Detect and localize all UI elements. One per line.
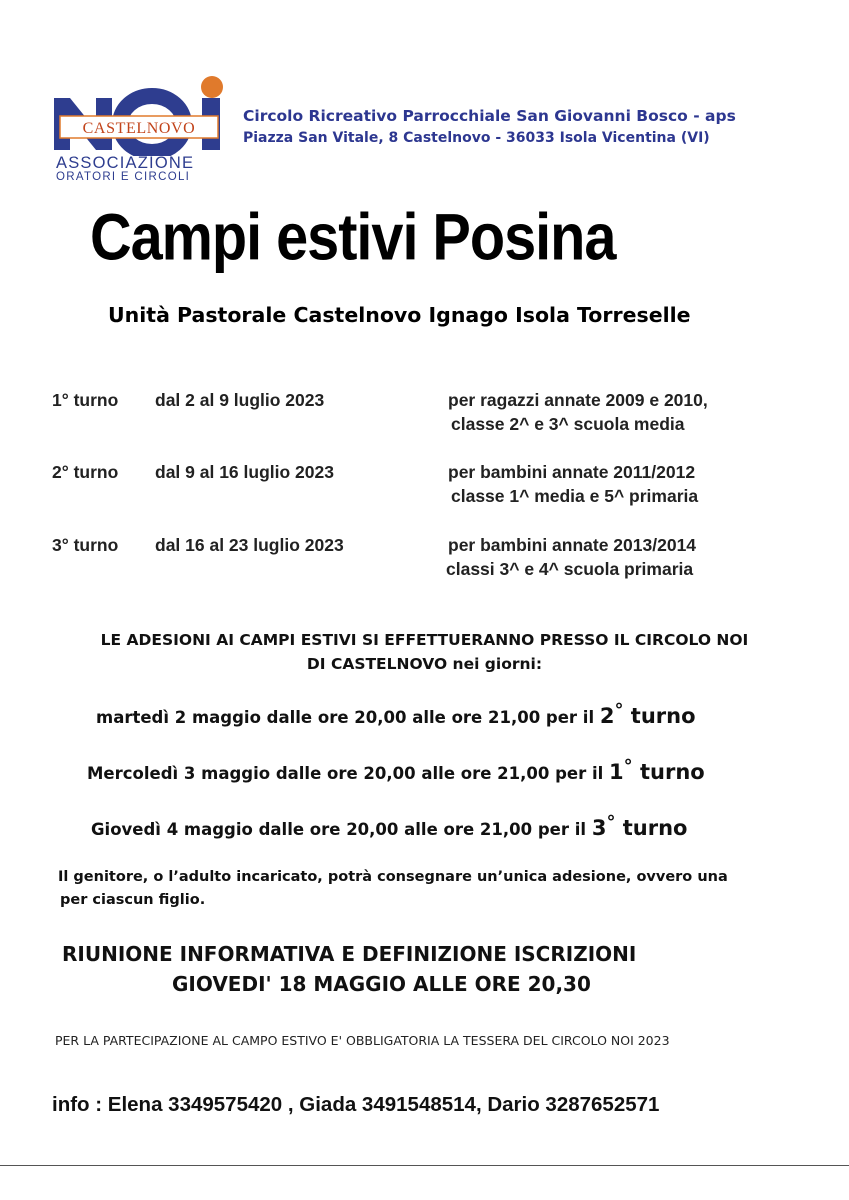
turno-dates: dal 9 al 16 luglio 2023	[155, 462, 334, 482]
riunione-line1: RIUNIONE INFORMATIVA E DEFINIZIONE ISCRIZIONI	[62, 942, 637, 966]
logo-i-dot	[201, 76, 223, 98]
turno-label: 3° turno	[52, 535, 119, 555]
note-line2: per ciascun figlio.	[60, 892, 206, 908]
logo-oratori: ORATORI E CIRCOLI	[56, 171, 191, 183]
page-title: Campi estivi Posina	[90, 199, 616, 274]
noi-logo	[52, 76, 232, 186]
schedule-row	[87, 756, 705, 784]
org-name: Circolo Ricreativo Parrocchiale San Giovanni Bosco - aps	[243, 107, 736, 125]
schedule-row	[96, 700, 696, 728]
note	[58, 866, 728, 912]
page-subtitle: Unità Pastorale Castelnovo Ignago Isola Torreselle	[108, 303, 691, 327]
schedule-turno-word: turno	[623, 704, 696, 728]
adesioni-line1: LE ADESIONI AI CAMPI ESTIVI SI EFFETTUERANNO PRESSO IL CIRCOLO NOI	[100, 631, 749, 649]
turno-label: 2° turno	[52, 462, 119, 482]
contact-info: info : Elena 3349575420 , Giada 3491548514, Dario 3287652571	[52, 1093, 660, 1116]
schedule-text: Giovedì 4 maggio dalle ore 20,00 alle ore 21,00 per il	[91, 820, 592, 839]
schedule-turno-number: 1	[609, 760, 624, 784]
turno-info-line1: per ragazzi annate 2009 e 2010,	[448, 390, 708, 410]
turno-info-line2: classe 2^ e 3^ scuola media	[451, 414, 685, 434]
turno-info-line2: classi 3^ e 4^ scuola primaria	[446, 559, 694, 579]
riunione-line2: GIOVEDI' 18 MAGGIO ALLE ORE 20,30	[172, 972, 591, 996]
turno-info-line1: per bambini annate 2013/2014	[448, 535, 697, 555]
adesioni-line2: DI CASTELNOVO nei giorni:	[306, 655, 543, 673]
note-line1: Il genitore, o l’adulto incaricato, potrà consegnare un’unica adesione, ovvero una	[58, 869, 728, 885]
schedule-degree: °	[614, 700, 624, 721]
schedule-turno-word: turno	[632, 760, 705, 784]
turno-dates: dal 2 al 9 luglio 2023	[155, 390, 325, 410]
schedule-text: martedì 2 maggio dalle ore 20,00 alle ore 21,00 per il	[96, 708, 600, 727]
schedule-degree: °	[606, 812, 616, 833]
schedule-row	[91, 812, 688, 840]
noi-letters-graphic	[52, 76, 232, 156]
tessera-notice: PER LA PARTECIPAZIONE AL CAMPO ESTIVO E' OBBLIGATORIA LA TESSERA DEL CIRCOLO NOI 2023	[55, 1033, 670, 1048]
schedule-degree: °	[623, 756, 633, 777]
turno-dates: dal 16 al 23 luglio 2023	[155, 535, 344, 555]
schedule-text: Mercoledì 3 maggio dalle ore 20,00 alle ore 21,00 per il	[87, 764, 610, 783]
turno-info-line1: per bambini annate 2011/2012	[448, 462, 696, 482]
bottom-divider	[0, 1165, 849, 1166]
logo-town: CASTELNOVO	[82, 120, 196, 137]
turno-info-line2: classe 1^ media e 5^ primaria	[451, 486, 699, 506]
schedule-turno-number: 3	[591, 816, 607, 840]
schedule-turno-number: 2	[599, 704, 615, 728]
turno-label: 1° turno	[52, 390, 119, 410]
logo-association: ASSOCIAZIONE	[56, 154, 195, 172]
schedule-turno-word: turno	[615, 816, 688, 840]
org-address: Piazza San Vitale, 8 Castelnovo - 36033 Isola Vicentina (VI)	[243, 130, 710, 146]
